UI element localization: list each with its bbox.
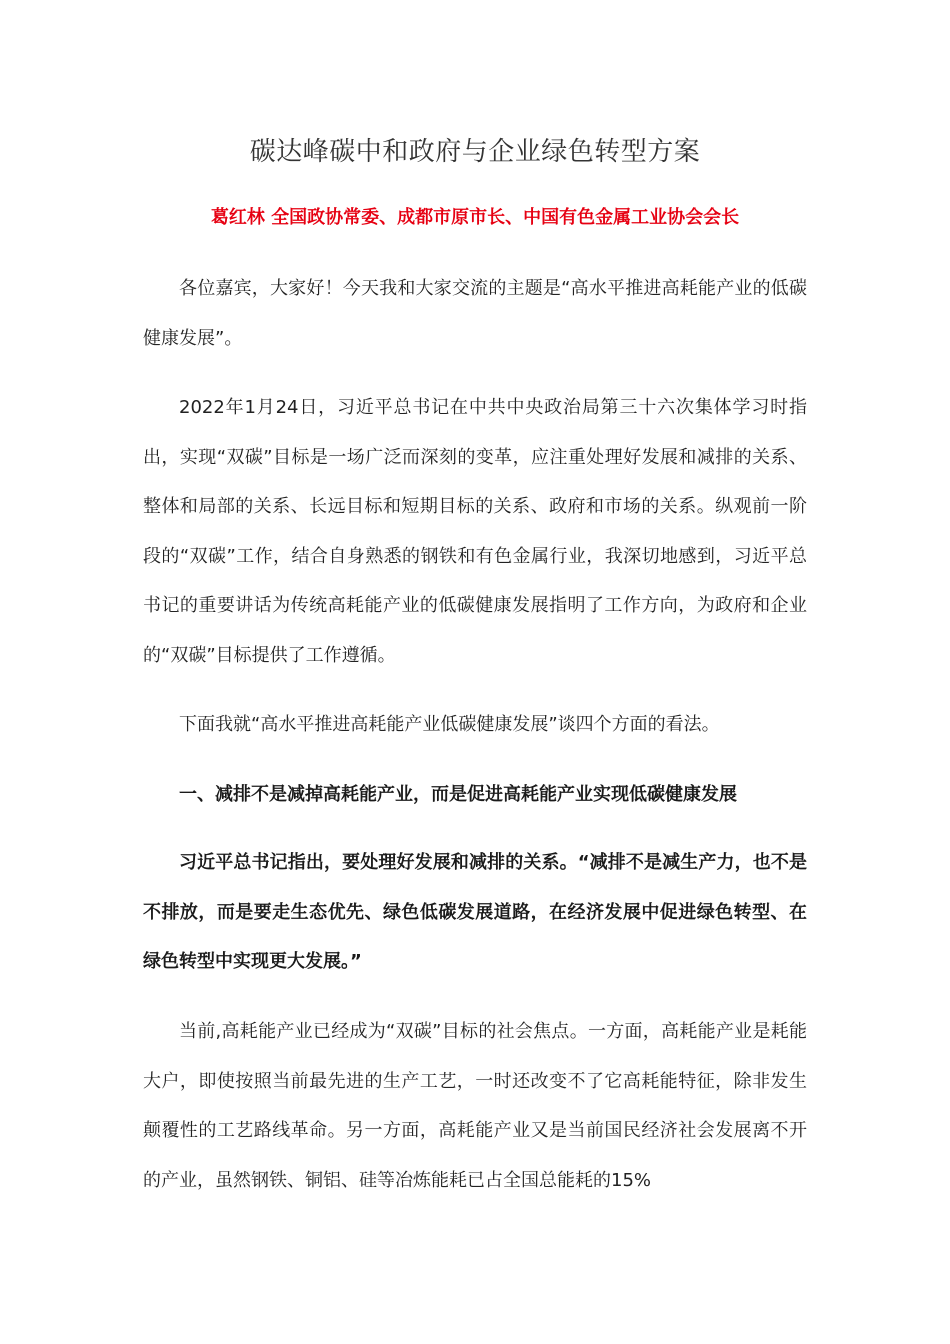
paragraph-intro: 下面我就“高水平推进高耗能产业低碳健康发展”谈四个方面的看法。 xyxy=(179,714,720,735)
paragraph-background: 2022年1月24日，习近平总书记在中共中央政治局第三十六次集体学习时指出，实现“双碳”目标是一场广泛而深刻的变革，应注重处理好发展和减排的关系、整体和局部的关系、长远目标和短期目标的关系、政府和市场的关系。纵观前一阶段的“双碳”工作，结合自身熟悉的钢铁和有色金属行业，我深切地感到，习近平总书记的重要讲话为传统高耗能产业的低碳健康发展指明了工作方向，为政府和企业的“双碳”目标提供了工作遵循。 xyxy=(143,397,807,666)
paragraph-current-situation: 当前,高耗能产业已经成为“双碳”目标的社会焦点。一方面，高耗能产业是耗能大户，即使按照当前最先进的生产工艺，一时还改变不了它高耗能特征，除非发生颠覆性的工艺路线革命。另一方面，高耗能产业又是当前国民经济社会发展离不开的产业，虽然钢铁、铜铝、硅等冶炼能耗已占全国总能耗的15% xyxy=(143,1021,807,1191)
paragraph-quote: 习近平总书记指出，要处理好发展和减排的关系。“减排不是减生产力，也不是不排放，而是要走生态优先、绿色低碳发展道路，在经济发展中促进绿色转型、在绿色转型中实现更大发展。” xyxy=(143,852,807,973)
author-line: 葛红林 全国政协常委、成都市原市长、中国有色金属工业协会会长 xyxy=(210,207,740,228)
paragraph-greeting: 各位嘉宾，大家好！今天我和大家交流的主题是“高水平推进高耗能产业的低碳健康发展”。 xyxy=(143,278,807,349)
document-title: 碳达峰碳中和政府与企业绿色转型方案 xyxy=(249,137,701,167)
section-heading: 一、减排不是减掉高耗能产业，而是促进高耗能产业实现低碳健康发展 xyxy=(179,784,737,805)
